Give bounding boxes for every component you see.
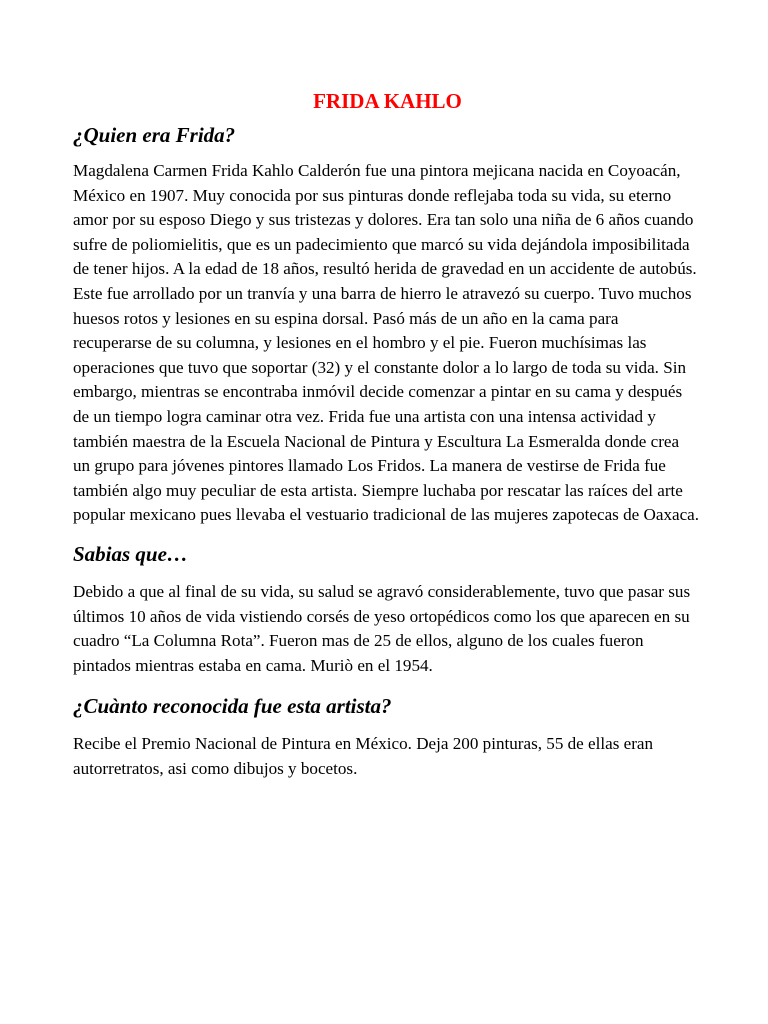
section-body-biography: Magdalena Carmen Frida Kahlo Calderón fue una pintora mejicana nacida en Coyoacán, México en 1907. Muy conocida por sus pinturas donde reflejaba toda su vida, su eterno amor por su esposo Diego y sus tristezas y dolores. Era tan solo una niña de 6 años cuando sufre de poliomielitis, que es un padecimiento que marcó su vida dejándola imposibilitada de tener hijos. A la edad de 18 años, resultó herida de gravedad en un accidente de autobús. Este fue arrollado por un tranvía y una barra de hierro le atravezó su cuerpo. Tuvo muchos huesos rotos y lesiones en su espina dorsal. Pasó más de un año en la cama para recuperarse de su columna, y lesiones en el hombro y el pie. Fueron muchísimas las operaciones que tuvo que soportar (32) y el constante dolor a lo largo de toda su vida. Sin embargo, mientras se encontraba inmóvil decide comenzar a pintar en su cama y después de un tiempo logra caminar otra vez. Frida fue una artista con una intensa actividad y también maestra de la Escuela Nacional de Pintura y Escultura La Esmeralda donde crea un grupo para jóvenes pintores llamado Los Fridos. La manera de vestirse de Frida fue también algo muy peculiar de esta artista. Siempre luchaba por rescatar las raíces del arte popular mexicano pues llevaba el vestuario tradicional de las mujeres zapotecas de Oaxaca. bbox=[73, 161, 700, 525]
document-title: FRIDA KAHLO bbox=[313, 89, 462, 113]
section-body-reconocimiento: Recibe el Premio Nacional de Pintura en México. Deja 200 pinturas, 55 de ellas eran autorretratos, asi como dibujos y bocetos. bbox=[73, 734, 654, 778]
section-heading-quien-era-frida: ¿Quien era Frida? bbox=[73, 123, 236, 147]
section-heading-sabias-que: Sabias que… bbox=[73, 541, 188, 566]
section-body-sabias-que: Debido a que al final de su vida, su salud se agravó considerablemente, tuvo que pasar sus últimos 10 años de vida vistiendo corsés de yeso ortopédicos como los que aparecen en su cuadro “La Columna Rota”. Fueron mas de 25 de ellos, alguno de los cuales fueron pintados mientras estaba en cama. Muriò en el 1954. bbox=[73, 581, 691, 675]
section-heading-reconocimiento: ¿Cuànto reconocida fue esta artista? bbox=[73, 694, 392, 719]
